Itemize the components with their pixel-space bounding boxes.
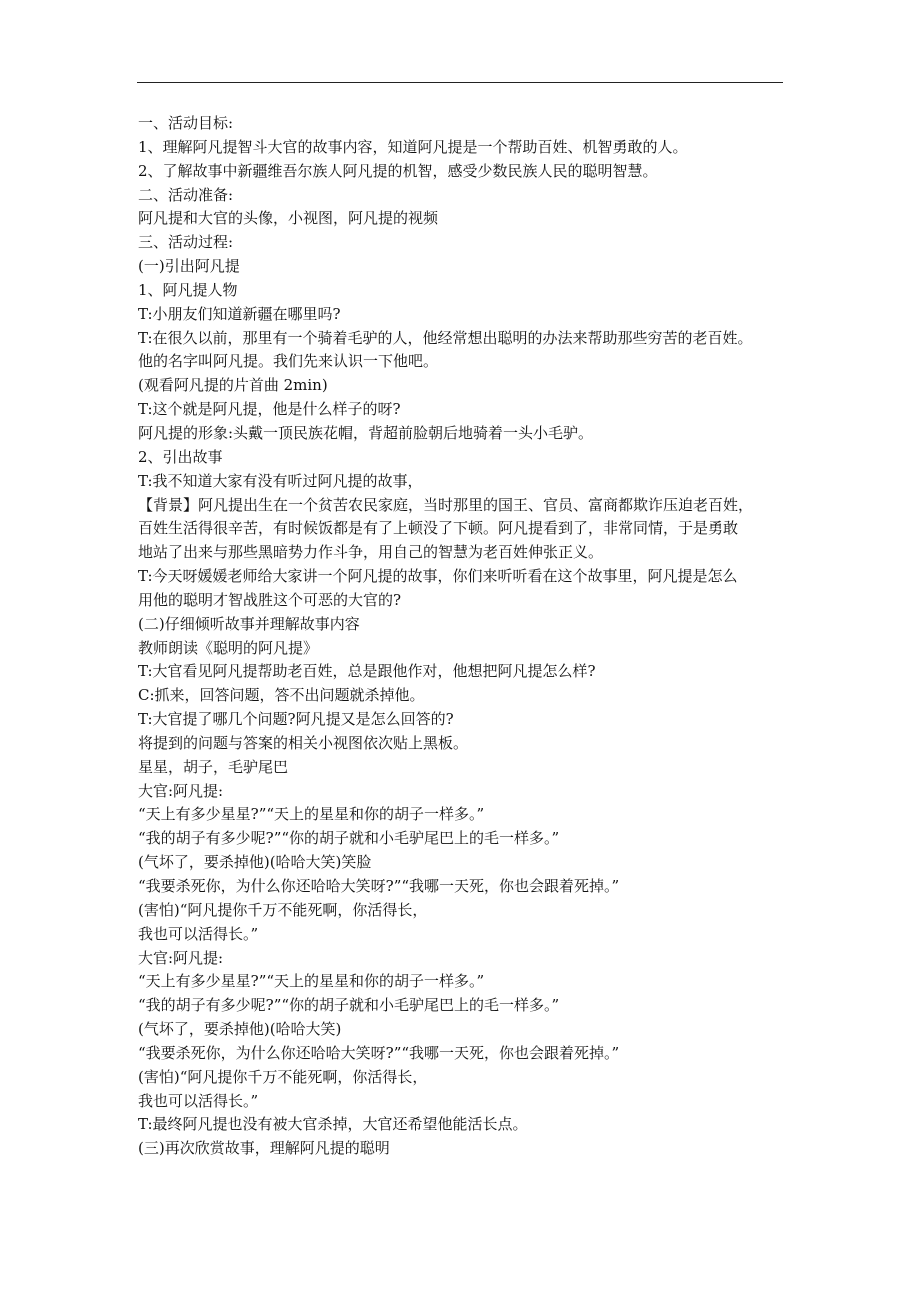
text-line: (害怕)“阿凡提你千万不能死啊，你活得长， [138,900,428,919]
text-line: T:今天呀媛媛老师给大家讲一个阿凡提的故事，你们来听听看在这个故事里，阿凡提是怎么 [138,567,738,586]
text-line: T:在很久以前，那里有一个骑着毛驴的人，他经常想出聪明的办法来帮助那些穷苦的老百姓。 [138,328,753,347]
text-line: (气坏了，要杀掉他)(哈哈大笑)笑脸 [138,853,372,872]
text-line: 大官:阿凡提: [138,948,224,967]
text-line: 我也可以活得长。” [138,1091,259,1110]
text-line: 2、引出故事 [138,447,223,466]
text-line: 二、活动准备: [138,185,234,204]
text-line: C:抓来，回答问题，答不出问题就杀掉他。 [138,686,425,705]
text-line: T:大官提了哪几个问题?阿凡提又是怎么回答的? [138,710,454,729]
text-line: (害怕)“阿凡提你千万不能死啊，你活得长， [138,1067,428,1086]
text-line: 1、阿凡提人物 [138,280,238,299]
text-line: T:大官看见阿凡提帮助老百姓，总是跟他作对，他想把阿凡提怎么样? [138,662,596,681]
text-line: 百姓生活得很辛苦，有时候饭都是有了上顿没了下顿。阿凡提看到了，非常同情，于是勇敢 [138,519,739,538]
text-line: 教师朗读《聪明的阿凡提》 [138,638,319,657]
document-body [138,112,788,1161]
text-line: 阿凡提和大官的头像，小视图，阿凡提的视频 [138,209,439,228]
text-line: T:我不知道大家有没有听过阿凡提的故事， [138,471,423,490]
text-line: “我的胡子有多少呢?”“你的胡子就和小毛驴尾巴上的毛一样多。” [138,996,560,1015]
text-line: 2、了解故事中新疆维吾尔族人阿凡提的机智，感受少数民族人民的聪明智慧。 [138,161,658,180]
text-line: “我的胡子有多少呢?”“你的胡子就和小毛驴尾巴上的毛一样多。” [138,829,560,848]
text-line: “天上有多少星星?”“天上的星星和你的胡子一样多。” [138,972,485,991]
text-line: (三)再次欣赏故事，理解阿凡提的聪明 [138,1139,390,1158]
text-line: 1、理解阿凡提智斗大官的故事内容，知道阿凡提是一个帮助百姓、机智勇敢的人。 [138,137,688,156]
text-line: “我要杀死你，为什么你还哈哈大笑呀?”“我哪一天死，你也会跟着死掉。” [138,1043,620,1062]
text-line: (观看阿凡提的片首曲 2min) [138,376,328,395]
text-line: 用他的聪明才智战胜这个可恶的大官的? [138,590,402,609]
text-line: 一、活动目标: [138,114,234,132]
text-line: T:这个就是阿凡提，他是什么样子的呀? [138,400,401,419]
text-line: 【背景】阿凡提出生在一个贫苦农民家庭，当时那里的国王、官员、富商都欺诈压迫老百姓， [138,495,754,514]
text-line: (一)引出阿凡提 [138,257,240,276]
text-line: 三、活动过程: [138,233,234,252]
text-line: 将提到的问题与答案的相关小视图依次贴上黑板。 [138,733,469,752]
text-line: “我要杀死你，为什么你还哈哈大笑呀?”“我哪一天死，你也会跟着死掉。” [138,877,620,895]
text-line: T:小朋友们知道新疆在哪里吗? [138,304,341,323]
text-line: (气坏了，要杀掉他)(哈哈大笑) [138,1020,342,1039]
text-line: 阿凡提的形象:头戴一顶民族花帽，背超前脸朝后地骑着一头小毛驴。 [138,423,594,442]
text-line: (二)仔细倾听故事并理解故事内容 [138,614,360,633]
text-line: 大官:阿凡提: [138,781,224,800]
text-line: “天上有多少星星?”“天上的星星和你的胡子一样多。” [138,805,485,824]
text-line: 星星，胡子，毛驴尾巴 [138,757,289,776]
text-line: T:最终阿凡提也没有被大官杀掉，大官还希望他能活长点。 [138,1115,528,1134]
text-line: 我也可以活得长。” [138,924,259,943]
text-line: 地站了出来与那些黑暗势力作斗争，用自己的智慧为老百姓伸张正义。 [138,543,604,562]
header-rule [137,82,783,83]
text-line: 他的名字叫阿凡提。我们先来认识一下他吧。 [138,352,439,371]
